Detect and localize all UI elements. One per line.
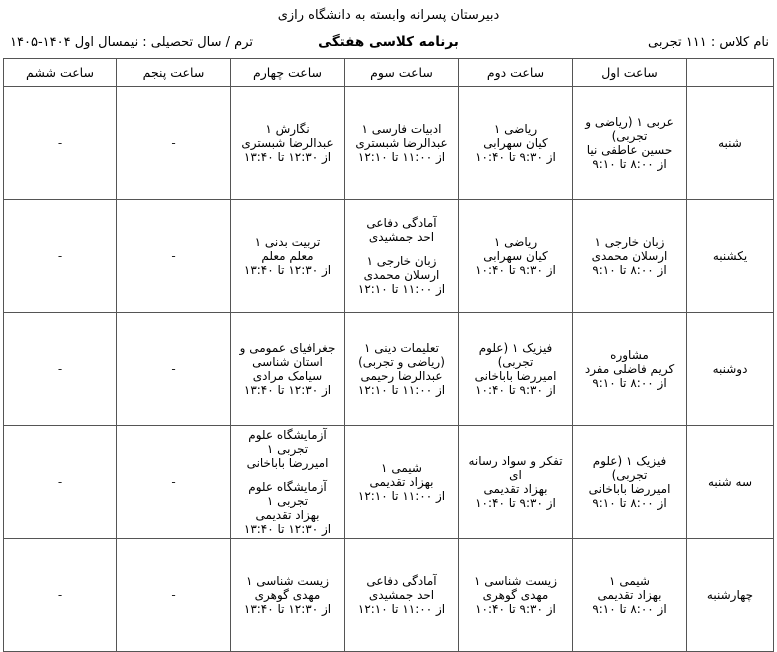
empty-slot: - <box>4 313 117 426</box>
class-slot <box>231 426 345 539</box>
class-entry <box>463 341 568 397</box>
class-time: از ۸:۰۰ تا ۹:۱۰ <box>592 376 667 390</box>
class-teacher: امیررضا باباخانی <box>588 482 671 496</box>
class-time: از ۱۱:۰۰ تا ۱۲:۱۰ <box>357 383 446 397</box>
table-row <box>4 426 774 539</box>
class-teacher: بهزاد تقدیمی <box>369 475 434 489</box>
class-entry <box>577 574 682 616</box>
class-subject: فیزیک ۱ (علوم تجربی) <box>592 454 667 482</box>
class-teacher: عبدالرضا شبستری <box>355 136 448 150</box>
class-slot <box>459 426 573 539</box>
class-info: نام کلاس : ۱۱۱ تجربی <box>648 35 769 50</box>
empty-slot: - <box>4 87 117 200</box>
class-time: از ۱۲:۳۰ تا ۱۳:۴۰ <box>243 383 332 397</box>
day-cell: چهارشنبه <box>687 539 774 652</box>
class-teacher: بهزاد تقدیمی <box>483 482 548 496</box>
class-subject: آزمایشگاه علوم تجربی ۱ <box>248 480 327 508</box>
column-header: ساعت چهارم <box>231 59 345 87</box>
empty-slot: - <box>4 200 117 313</box>
table-row <box>4 539 774 652</box>
class-subject: تربیت بدنی ۱ <box>254 235 321 249</box>
class-teacher: حسین عاطفی نیا <box>586 143 673 157</box>
class-teacher: معلم معلم <box>261 249 314 263</box>
class-entry <box>577 454 682 510</box>
class-slot <box>459 87 573 200</box>
class-entry <box>577 348 682 390</box>
class-time: از ۹:۳۰ تا ۱۰:۴۰ <box>475 383 556 397</box>
class-subject: ادبیات فارسی ۱ <box>361 122 442 136</box>
class-time: از ۱۲:۳۰ تا ۱۳:۴۰ <box>243 522 332 536</box>
class-entry <box>235 428 340 470</box>
class-subject: ریاضی ۱ <box>493 235 538 249</box>
class-entry <box>349 574 454 616</box>
class-teacher: عبدالرضا شبستری <box>241 136 334 150</box>
class-entry <box>349 461 454 503</box>
empty-slot: - <box>4 539 117 652</box>
class-subject: نگارش ۱ <box>265 122 310 136</box>
class-teacher: ارسلان محمدی <box>363 268 440 282</box>
class-slot <box>573 539 687 652</box>
class-entry <box>463 574 568 616</box>
class-slot <box>345 87 459 200</box>
empty-slot: - <box>117 426 231 539</box>
class-entry <box>577 115 682 171</box>
class-time: از ۱۱:۰۰ تا ۱۲:۱۰ <box>357 489 446 503</box>
class-entry <box>235 574 340 616</box>
class-time: از ۸:۰۰ تا ۹:۱۰ <box>592 496 667 510</box>
class-entry <box>349 341 454 397</box>
class-entry <box>235 480 340 536</box>
class-slot <box>573 426 687 539</box>
class-subject: زبان خارجی ۱ <box>594 235 665 249</box>
day-cell: یکشنبه <box>687 200 774 313</box>
class-teacher: بهزاد تقدیمی <box>255 508 320 522</box>
column-header: ساعت ششم <box>4 59 117 87</box>
class-slot <box>459 200 573 313</box>
class-slot <box>231 313 345 426</box>
class-subject: جغرافیای عمومی و استان شناسی <box>239 341 336 369</box>
column-header: ساعت دوم <box>459 59 573 87</box>
class-time: از ۱۲:۳۰ تا ۱۳:۴۰ <box>243 602 332 616</box>
class-teacher: احد جمشیدی <box>368 230 435 244</box>
column-header: ساعت پنجم <box>117 59 231 87</box>
class-time: از ۱۲:۳۰ تا ۱۳:۴۰ <box>243 150 332 164</box>
school-name: دبیرستان پسرانه وابسته به دانشگاه رازی <box>277 8 500 23</box>
class-subject: زیست شناسی ۱ <box>245 574 330 588</box>
class-entry <box>349 254 454 296</box>
class-time: از ۹:۳۰ تا ۱۰:۴۰ <box>475 263 556 277</box>
term-value: نیمسال اول ۱۴۰۴-۱۴۰۵ <box>10 35 139 50</box>
class-slot <box>573 313 687 426</box>
column-header: ساعت اول <box>573 59 687 87</box>
class-entry <box>349 216 454 244</box>
class-slot <box>573 87 687 200</box>
class-slot <box>459 313 573 426</box>
class-subject: شیمی ۱ <box>381 461 422 475</box>
class-slot <box>345 539 459 652</box>
term-label: ترم / سال تحصیلی : <box>142 35 254 50</box>
header-row <box>4 59 774 87</box>
class-subject: آزمایشگاه علوم تجربی ۱ <box>248 428 327 456</box>
empty-slot: - <box>117 87 231 200</box>
class-entry <box>235 122 340 164</box>
class-entry <box>463 235 568 277</box>
class-slot <box>345 313 459 426</box>
class-teacher: ارسلان محمدی <box>591 249 668 263</box>
class-teacher: سیامک مرادی <box>252 369 323 383</box>
class-teacher: احد جمشیدی <box>368 588 435 602</box>
class-slot <box>573 200 687 313</box>
class-subject: آمادگی دفاعی <box>366 574 437 588</box>
class-subject: تفکر و سواد رسانه ای <box>468 454 563 482</box>
empty-slot: - <box>4 426 117 539</box>
class-slot <box>231 87 345 200</box>
class-slot <box>231 539 345 652</box>
class-teacher: کیان سهرابی <box>483 136 548 150</box>
day-cell: دوشنبه <box>687 313 774 426</box>
class-slot <box>345 426 459 539</box>
schedule-title: برنامه کلاسی هفتگی <box>318 34 459 50</box>
class-time: از ۸:۰۰ تا ۹:۱۰ <box>592 263 667 277</box>
column-header: ساعت سوم <box>345 59 459 87</box>
class-entry <box>577 235 682 277</box>
class-entry <box>235 341 340 397</box>
class-slot <box>459 539 573 652</box>
class-time: از ۱۱:۰۰ تا ۱۲:۱۰ <box>357 150 446 164</box>
table-row <box>4 200 774 313</box>
schedule-table <box>3 58 774 652</box>
class-subject: تعلیمات دینی ۱ (ریاضی و تجربی) <box>358 341 445 369</box>
class-slot <box>231 200 345 313</box>
class-time: از ۱۲:۳۰ تا ۱۳:۴۰ <box>243 263 332 277</box>
class-slot <box>345 200 459 313</box>
class-time: از ۱۱:۰۰ تا ۱۲:۱۰ <box>357 602 446 616</box>
class-entry <box>235 235 340 277</box>
class-time: از ۱۱:۰۰ تا ۱۲:۱۰ <box>357 282 446 296</box>
class-time: از ۹:۳۰ تا ۱۰:۴۰ <box>475 496 556 510</box>
class-entry <box>349 122 454 164</box>
class-time: از ۸:۰۰ تا ۹:۱۰ <box>592 602 667 616</box>
day-cell: شنبه <box>687 87 774 200</box>
class-entry <box>463 454 568 510</box>
empty-slot: - <box>117 313 231 426</box>
empty-slot: - <box>117 539 231 652</box>
empty-slot: - <box>117 200 231 313</box>
class-subject: شیمی ۱ <box>609 574 650 588</box>
day-cell: سه شنبه <box>687 426 774 539</box>
class-teacher: مهدی گوهری <box>482 588 549 602</box>
class-subject: زبان خارجی ۱ <box>366 254 437 268</box>
class-teacher: کریم فاضلی مفرد <box>584 362 675 376</box>
table-row <box>4 313 774 426</box>
table-row <box>4 87 774 200</box>
class-teacher: کیان سهرابی <box>483 249 548 263</box>
class-teacher: امیررضا باباخانی <box>474 369 557 383</box>
class-time: از ۹:۳۰ تا ۱۰:۴۰ <box>475 602 556 616</box>
class-subject: زیست شناسی ۱ <box>473 574 558 588</box>
class-subject: فیزیک ۱ (علوم تجربی) <box>478 341 553 369</box>
class-teacher: امیررضا باباخانی <box>246 456 329 470</box>
corner-cell <box>687 59 774 87</box>
class-time: از ۸:۰۰ تا ۹:۱۰ <box>592 157 667 171</box>
class-subject: آمادگی دفاعی <box>366 216 437 230</box>
class-subject: عربی ۱ (ریاضی و تجربی) <box>585 115 674 143</box>
class-entry <box>463 122 568 164</box>
class-time: از ۹:۳۰ تا ۱۰:۴۰ <box>475 150 556 164</box>
term-info <box>8 35 255 50</box>
class-subject: مشاوره <box>610 348 649 362</box>
class-teacher: مهدی گوهری <box>254 588 321 602</box>
schedule-body <box>4 87 774 652</box>
class-teacher: عبدالرضا رحیمی <box>360 369 443 383</box>
class-teacher: بهزاد تقدیمی <box>597 588 662 602</box>
class-subject: ریاضی ۱ <box>493 122 538 136</box>
